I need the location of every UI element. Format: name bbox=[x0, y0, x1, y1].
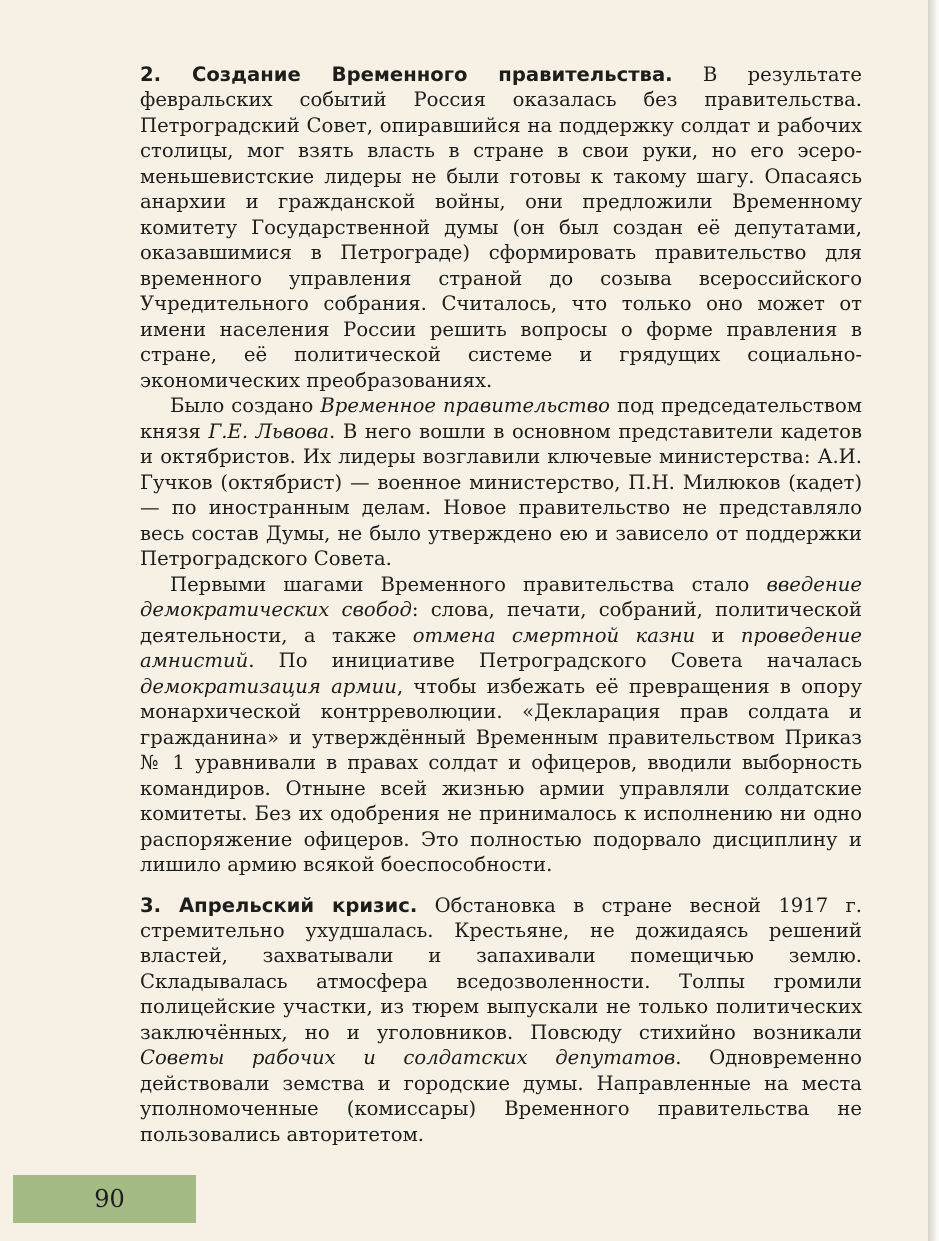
section-3-paragraph-1: 3. Апрельский кризис. Обстановка в стране весной 1917 г. стремительно ухудшалась. Крестьяне, не дожидаясь решений властей, захватывали и запахивали помещичью землю. Складывалась атмосфера вседозволенности. Толпы громили полицейские участки, из тюрем выпускали не только политических заключённых, но и уголовников. Повсюду стихийно возникали Советы рабочих и солдатских депутатов. Одновременно действовали земства и городские думы. Направленные на места уполномоченные (комиссары) Временного правительства не пользовались авторитетом. bbox=[140, 893, 863, 1146]
section-2-paragraph-3: Первыми шагами Временного правительства стало введение демократических свобод: слова, печати, собраний, политической деятельности, а также отмена смертной казни и проведение амнистий. По инициативе Петроградского Совета началась демократизация армии, чтобы избежать её превращения в опору монархической контрреволюции. «Декларация прав солдата и гражданина» и утверждённый Временным правительством Приказ № 1 уравнивали в правах солдат и офицеров, вводили выборность командиров. Отныне всей жизнью армии управляли солдатские комитеты. Без их одобрения не принималось к исполнению ни одно распоряжение офицеров. Это полностью подорвало дисциплину и лишило армию всякой боеспособности. bbox=[140, 572, 862, 877]
page-number: 90 bbox=[13, 1175, 196, 1223]
page-text bbox=[140, 62, 862, 1147]
section-2-heading: 2. Создание Временного правительства. bbox=[140, 63, 673, 86]
page-edge bbox=[928, 0, 939, 1241]
section-2-paragraph-2: Было создано Временное правительство под председательством князя Г.Е. Львова. В него вошли в основном представители кадетов и октябристов. Их лидеры возглавили ключевые министерства: А.И. Гучков (октябрист) — военное министерство, П.Н. Милюков (кадет) — по иностранным делам. Новое правительство не представляло весь состав Думы, не было утверждено ею и зависело от поддержки Петроградского Совета. bbox=[140, 394, 862, 571]
section-3-heading: 3. Апрельский кризис. bbox=[140, 893, 418, 917]
section-2-paragraph-1: 2. Создание Временного правительства. В результате февральских событий Россия оказалась без правительства. Петроградский Совет, опиравшийся на поддержку солдат и рабочих столицы, мог взять власть в стране в свои руки, но его эсеро-меньшевистские лидеры не были готовы к такому шагу. Опасаясь анархии и гражданской войны, они предложили Временному комитету Государственной думы (он был создан её депутатами, оказавшимися в Петрограде) сформировать правительство для временного управления страной до созыва всероссийского Учредительного собрания. Считалось, что только оно может от имени населения России решить вопросы о форме правления в стране, её политической системе и грядущих социально-экономических преобразованиях. bbox=[140, 63, 862, 392]
